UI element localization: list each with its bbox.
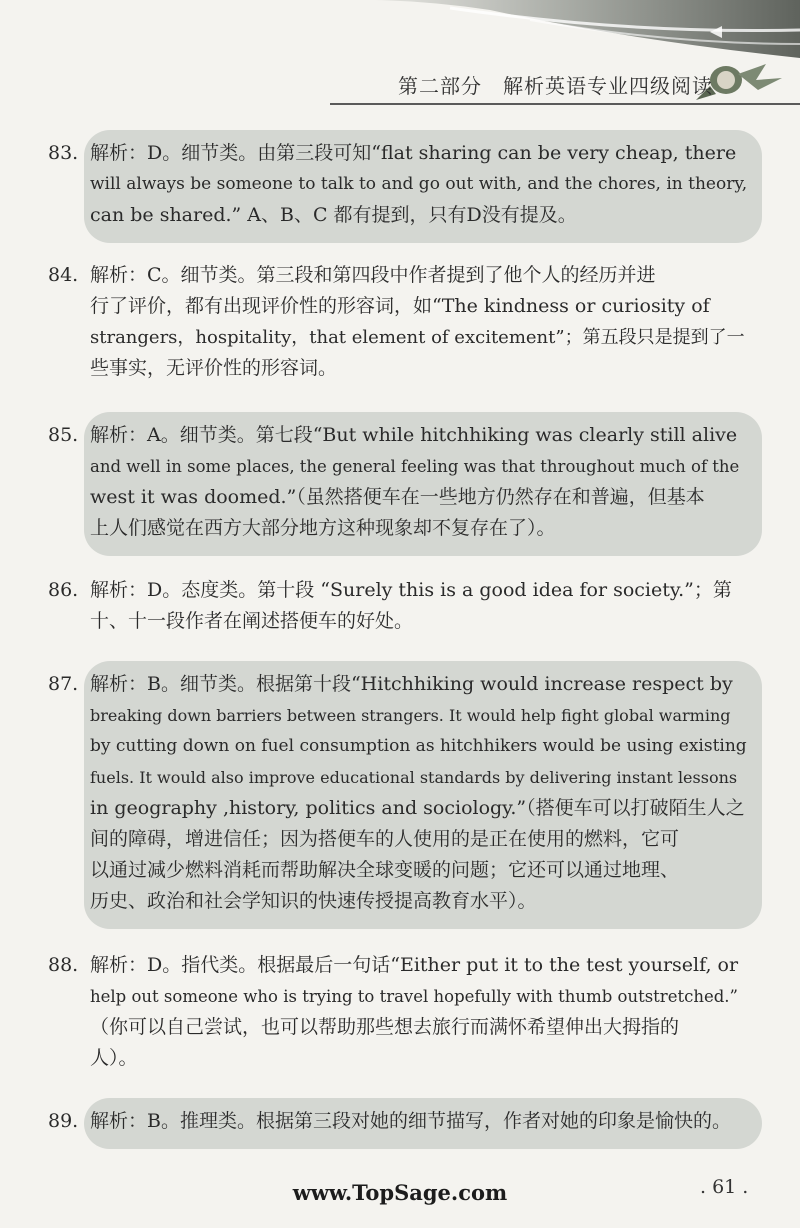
text-line: 解析：B。推理类。根据第三段对她的细节描写，作者对她的印象是愉快的。 — [90, 1110, 731, 1132]
question-number: 84. — [48, 264, 79, 286]
text-line: 以通过减少燃料消耗而帮助解决全球变暖的问题；它还可以通过地理、 — [90, 859, 680, 881]
text-line: west it was doomed.”（虽然搭便车在一些地方仍然存在和普遍，但基本 — [90, 486, 705, 508]
question-number: 88. — [48, 954, 79, 976]
answer-entry-89 — [48, 1106, 748, 1137]
text-line: 间的障碍，增进信任；因为搭便车的人使用的是正在使用的燃料，它可 — [90, 828, 680, 850]
text-line: 历史、政治和社会学知识的快速传授提高教育水平）。 — [90, 890, 537, 912]
text-line: fuels. It would also improve educational standards by delivering instant lessons — [90, 768, 738, 787]
answer-text — [90, 669, 748, 917]
text-line: by cutting down on fuel consumption as hitchhikers would be using existing — [90, 736, 747, 756]
answer-text — [90, 138, 748, 231]
text-line: 解析：B。细节类。根据第十段“Hitchhiking would increase respect by — [90, 673, 733, 695]
answer-text — [90, 1106, 748, 1137]
answer-text — [90, 950, 748, 1074]
text-line: （你可以自己尝试，也可以帮助那些想去旅行而满怀希望伸出大拇指的 — [90, 1016, 680, 1038]
page-header-title: 第二部分 解析英语专业四级阅读 — [398, 74, 713, 98]
text-line: 人）。 — [90, 1047, 138, 1069]
answer-entry-83 — [48, 138, 748, 231]
text-line: 解析：D。指代类。根据最后一句话“Either put it to the test yourself, or — [90, 954, 739, 976]
page-number: . 61 . — [700, 1176, 749, 1198]
question-number: 89. — [48, 1110, 79, 1132]
answer-entry-84 — [48, 260, 748, 384]
text-line: 上人们感觉在西方大部分地方这种现象却不复存在了）。 — [90, 517, 556, 539]
answer-entry-85 — [48, 420, 748, 544]
text-line: in geography ,history, politics and sociology.”（搭便车可以打破陌生人之 — [90, 797, 745, 819]
text-line: 行了评价，都有出现评价性的形容词，如“The kindness or curiosity of — [90, 295, 710, 317]
text-line: help out someone who is trying to travel hopefully with thumb outstretched.” — [90, 987, 738, 1006]
text-line: 解析：D。细节类。由第三段可知“flat sharing can be very cheap, there — [90, 142, 737, 164]
answer-text — [90, 260, 748, 384]
footer-url: www.TopSage.com — [292, 1180, 508, 1205]
header-divider — [330, 103, 800, 105]
answer-text — [90, 420, 748, 544]
answer-entry-86 — [48, 575, 748, 637]
text-line: 十、十一段作者在阐述搭便车的好处。 — [90, 610, 414, 632]
text-line: will always be someone to talk to and go out with, and the chores, in theory, — [90, 174, 748, 194]
question-number: 85. — [48, 424, 79, 446]
text-line: 解析：D。态度类。第十段 “Surely this is a good idea for society.”；第 — [90, 579, 732, 601]
text-line: strangers，hospitality，that element of excitement”；第五段只是提到了一 — [90, 327, 745, 348]
text-line: can be shared.” A、B、C 都有提到，只有D没有提及。 — [90, 204, 577, 226]
answer-entry-88 — [48, 950, 748, 1074]
text-line: and well in some places, the general feeling was that throughout much of the — [90, 457, 740, 476]
text-line: 解析：A。细节类。第七段“But while hitchhiking was clearly still alive — [90, 424, 738, 446]
question-number: 86. — [48, 579, 79, 601]
text-line: 些事实，无评价性的形容词。 — [90, 357, 338, 379]
text-line: breaking down barriers between strangers. It would help fight global warming — [90, 706, 731, 725]
answer-text — [90, 575, 748, 637]
text-line: 解析：C。细节类。第三段和第四段中作者提到了他个人的经历并进 — [90, 264, 656, 286]
answer-entry-87 — [48, 669, 748, 917]
question-number: 83. — [48, 142, 79, 164]
question-number: 87. — [48, 673, 79, 695]
